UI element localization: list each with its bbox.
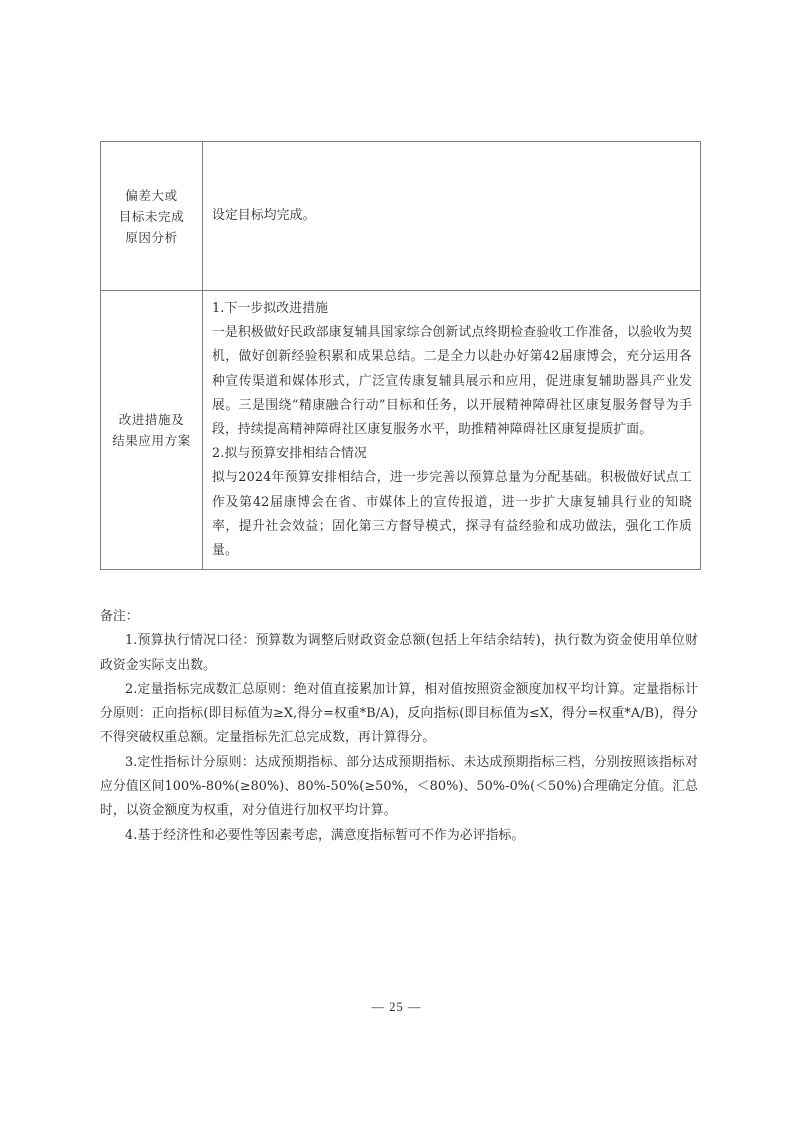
improvement-paragraph-1: 一是积极做好民政部康复辅具国家综合创新试点终期检查验收工作准备，以验收为契机，做好创新经验积累和成果总结。二是全力以赴办好第42届康博会，充分运用各种宣传渠道和媒体形式，广泛宣传康复辅具展示和应用，促进康复辅助器具产业发展。三是围绕“精康融合行动”目标和任务，以开展精神障碍社区康复服务督导为手段，持续提高精神障碍社区康复服务水平，助推精神障碍社区康复提质扩面。: [212, 325, 692, 438]
row-label-line-3: 原因分析: [125, 229, 178, 245]
improvement-heading-1: 1.下一步拟改进措施: [212, 301, 329, 316]
row-body-deviation-reason: [203, 142, 701, 291]
note-item-1: 1.预算执行情况口径：预算数为调整后财政资金总额(包括上年结余结转)，执行数为资金使用单位财政资金实际支出数。: [100, 633, 698, 673]
row-body-improvement-measures: [203, 291, 701, 570]
row-label-deviation-reason: [101, 142, 203, 291]
page-number: — 25 —: [371, 1000, 422, 1014]
notes-heading: 备注：: [100, 609, 139, 624]
row-label-line-1: 偏差大或: [125, 187, 178, 203]
improvement-paragraph-2: 拟与2024年预算安排相结合，进一步完善以预算总量为分配基础。积极做好试点工作及第42届康博会在省、市媒体上的宣传报道，进一步扩大康复辅具行业的知晓率，提升社会效益；固化第三方督导模式，探寻有益经验和成功做法，强化工作质量。: [212, 470, 692, 559]
improvement-heading-2: 2.拟与预算安排相结合情况: [212, 446, 367, 462]
performance-evaluation-table: [100, 141, 701, 570]
row-label-improvement-measures: [101, 291, 203, 570]
note-item-4: 4.基于经济性和必要性等因素考虑，满意度指标暂可不作为必评指标。: [125, 827, 525, 843]
improvement-measures-content: [203, 291, 700, 569]
table-row-deviation-reason: [101, 142, 701, 291]
note-item-2: 2.定量指标完成数汇总原则：绝对值直接累加计算，相对值按照资金额度加权平均计算。定量指标计分原则：正向指标(即目标值为≥X,得分=权重*B/A)，反向指标(即目标值为≤X，得分=权重*A/B)，得分不得突破权重总额。定量指标先汇总完成数，再计算得分。: [100, 681, 698, 746]
row-label-line-2: 目标未完成: [118, 208, 185, 224]
notes-section: [100, 605, 698, 848]
note-item-3: 3.定性指标计分原则：达成预期指标、部分达成预期指标、未达成预期指标三档，分别按照该指标对应分值区间100%-80%(≥80%)、80%-50%(≥50%，＜80%)、50%-0%(＜50%)合理确定分值。汇总时，以资金额度为权重，对分值进行加权平均计算。: [100, 754, 698, 819]
deviation-reason-text: 设定目标均完成。: [212, 208, 316, 223]
table-row-improvement-measures: [101, 291, 701, 570]
row-label-line-2: 结果应用方案: [112, 433, 191, 449]
row-label-line-1: 改进措施及: [118, 412, 185, 428]
